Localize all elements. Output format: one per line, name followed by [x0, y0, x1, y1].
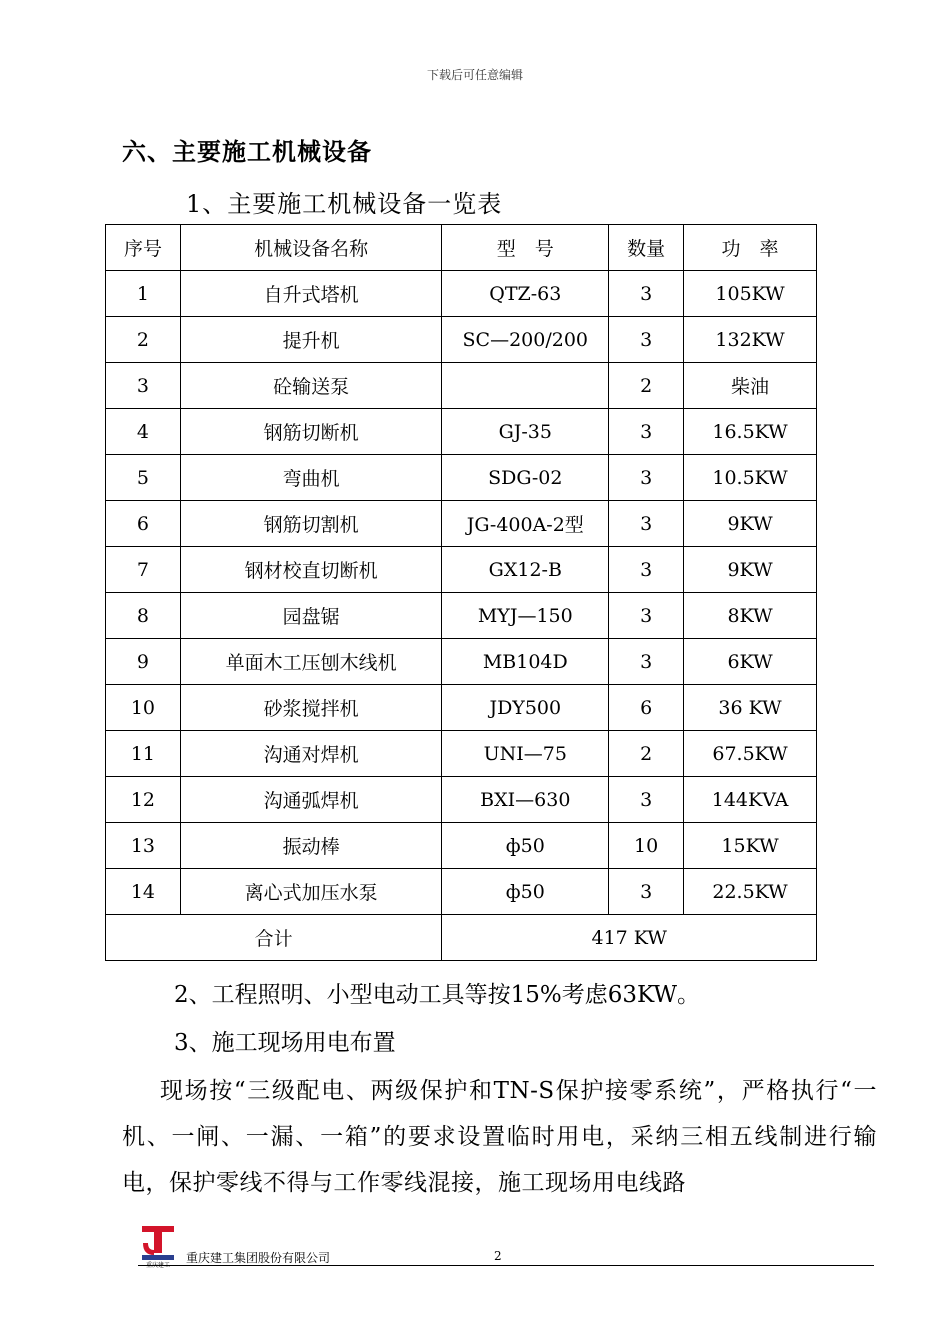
table-total-row	[106, 915, 817, 961]
row-index-cell: 1	[106, 271, 181, 317]
model-cell: BXI—630	[442, 777, 609, 823]
quantity-cell: 3	[609, 593, 684, 639]
table-row	[106, 271, 817, 317]
footer-page-number: 2	[494, 1249, 502, 1263]
equipment-name-cell: 砼输送泵	[180, 363, 441, 409]
footer-divider	[138, 1265, 874, 1266]
model-cell	[442, 363, 609, 409]
power-layout-body: 现场按“三级配电、两级保护和TN-S保护接零系统”，严格执行“一机、一闸、一漏、一箱”的要求设置临时用电，采纳三相五线制进行输电，保护零线不得与工作零线混接，施工现场用电线路	[122, 1078, 877, 1196]
section-title: 六、主要施工机械设备	[122, 137, 372, 166]
equipment-name-cell: 沟通弧焊机	[180, 777, 441, 823]
model-cell: MYJ—150	[442, 593, 609, 639]
table-row	[106, 317, 817, 363]
power-cell: 67.5KW	[684, 731, 817, 777]
power-cell: 16.5KW	[684, 409, 817, 455]
quantity-cell: 6	[609, 685, 684, 731]
quantity-cell: 2	[609, 363, 684, 409]
model-cell: UNI—75	[442, 731, 609, 777]
model-cell: JG-400A-2型	[442, 501, 609, 547]
equipment-name-cell: 自升式塔机	[180, 271, 441, 317]
table-title: 1、主要施工机械设备一览表	[186, 190, 503, 218]
equipment-name-cell: 砂浆搅拌机	[180, 685, 441, 731]
equipment-name-cell: 振动棒	[180, 823, 441, 869]
total-label: 合计	[106, 915, 442, 961]
model-cell: GX12-B	[442, 547, 609, 593]
total-value: 417 KW	[442, 915, 817, 961]
row-index-cell: 10	[106, 685, 181, 731]
row-index-cell: 8	[106, 593, 181, 639]
table-row	[106, 409, 817, 455]
header-index: 序号	[106, 225, 181, 271]
table-row	[106, 455, 817, 501]
table-row	[106, 363, 817, 409]
lighting-note: 2、工程照明、小型电动工具等按15%考虑63KW。	[174, 982, 701, 1008]
equipment-name-cell: 弯曲机	[180, 455, 441, 501]
table-body	[106, 271, 817, 915]
row-index-cell: 11	[106, 731, 181, 777]
quantity-cell: 2	[609, 731, 684, 777]
row-index-cell: 9	[106, 639, 181, 685]
row-index-cell: 3	[106, 363, 181, 409]
svg-text:重庆建工: 重庆建工	[145, 1262, 171, 1269]
model-cell: MB104D	[442, 639, 609, 685]
power-cell: 6KW	[684, 639, 817, 685]
model-cell: GJ-35	[442, 409, 609, 455]
model-cell: SDG-02	[442, 455, 609, 501]
power-layout-heading: 3、施工现场用电布置	[174, 1030, 396, 1056]
header-model: 型 号	[442, 225, 609, 271]
table-header-row	[106, 225, 817, 271]
quantity-cell: 3	[609, 869, 684, 915]
table-row	[106, 777, 817, 823]
power-cell: 9KW	[684, 547, 817, 593]
power-cell: 10.5KW	[684, 455, 817, 501]
table-row	[106, 823, 817, 869]
row-index-cell: 5	[106, 455, 181, 501]
header-power: 功 率	[684, 225, 817, 271]
equipment-name-cell: 提升机	[180, 317, 441, 363]
header-note: 下载后可任意编辑	[426, 68, 523, 82]
model-cell: JDY500	[442, 685, 609, 731]
table-row	[106, 869, 817, 915]
row-index-cell: 14	[106, 869, 181, 915]
quantity-cell: 3	[609, 777, 684, 823]
power-cell: 22.5KW	[684, 869, 817, 915]
row-index-cell: 7	[106, 547, 181, 593]
equipment-name-cell: 沟通对焊机	[180, 731, 441, 777]
equipment-table	[105, 224, 817, 961]
row-index-cell: 12	[106, 777, 181, 823]
quantity-cell: 3	[609, 317, 684, 363]
equipment-name-cell: 园盘锯	[180, 593, 441, 639]
model-cell: QTZ-63	[442, 271, 609, 317]
table-row	[106, 685, 817, 731]
row-index-cell: 6	[106, 501, 181, 547]
power-cell: 柴油	[684, 363, 817, 409]
quantity-cell: 3	[609, 547, 684, 593]
header-quantity: 数量	[609, 225, 684, 271]
power-cell: 8KW	[684, 593, 817, 639]
quantity-cell: 3	[609, 639, 684, 685]
power-cell: 132KW	[684, 317, 817, 363]
row-index-cell: 13	[106, 823, 181, 869]
table-row	[106, 547, 817, 593]
equipment-name-cell: 钢材校直切断机	[180, 547, 441, 593]
equipment-name-cell: 钢筋切割机	[180, 501, 441, 547]
quantity-cell: 3	[609, 501, 684, 547]
header-equipment-name: 机械设备名称	[180, 225, 441, 271]
model-cell: ф50	[442, 823, 609, 869]
power-cell: 36 KW	[684, 685, 817, 731]
power-cell: 15KW	[684, 823, 817, 869]
table-row	[106, 639, 817, 685]
model-cell: SC—200/200	[442, 317, 609, 363]
model-cell: ф50	[442, 869, 609, 915]
equipment-name-cell: 离心式加压水泵	[180, 869, 441, 915]
row-index-cell: 4	[106, 409, 181, 455]
row-index-cell: 2	[106, 317, 181, 363]
power-cell: 9KW	[684, 501, 817, 547]
quantity-cell: 3	[609, 271, 684, 317]
company-logo	[140, 1225, 176, 1269]
power-cell: 144KVA	[684, 777, 817, 823]
table-row	[106, 731, 817, 777]
equipment-name-cell: 钢筋切断机	[180, 409, 441, 455]
quantity-cell: 3	[609, 409, 684, 455]
quantity-cell: 10	[609, 823, 684, 869]
table-row	[106, 501, 817, 547]
power-cell: 105KW	[684, 271, 817, 317]
quantity-cell: 3	[609, 455, 684, 501]
equipment-name-cell: 单面木工压刨木线机	[180, 639, 441, 685]
table-row	[106, 593, 817, 639]
footer-company: 重庆建工集团股份有限公司	[186, 1251, 331, 1265]
